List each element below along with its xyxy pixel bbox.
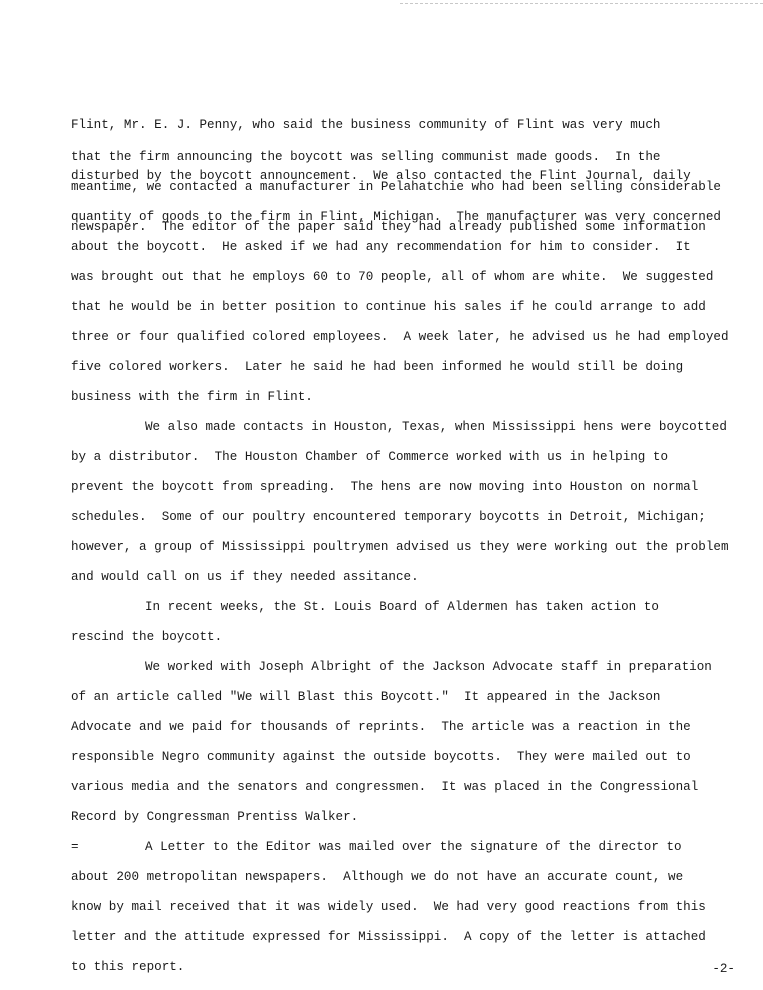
text-line: quantity of goods to the firm in Flint, Michigan. The manufacturer was very concerned <box>71 210 721 224</box>
text-line <box>71 832 751 862</box>
text-line: that he would be in better position to continue his sales if he could arrange to add <box>71 300 706 314</box>
text-line: about 200 metropolitan newspapers. Although we do not have an accurate count, we <box>71 870 684 884</box>
text-line: about the boycott. He asked if we had any recommendation for him to consider. It <box>71 240 691 254</box>
text-line: know by mail received that it was widely used. We had very good reactions from this <box>71 900 706 914</box>
text-line: three or four qualified colored employees. A week later, he advised us he had employed <box>71 330 729 344</box>
text-line: Flint, Mr. E. J. Penny, who said the business community of Flint was very much <box>71 118 661 132</box>
text-line: responsible Negro community against the outside boycotts. They were mailed out to <box>71 750 691 764</box>
stray-mark: = <box>71 840 79 854</box>
text-line: various media and the senators and congressmen. It was placed in the Congressional <box>71 780 699 794</box>
text-line: schedules. Some of our poultry encountered temporary boycotts in Detroit, Michigan; <box>71 510 706 524</box>
text-line: of an article called "We will Blast this Boycott." It appeared in the Jackson <box>71 690 661 704</box>
text-line: business with the firm in Flint. <box>71 390 313 404</box>
text-line: In recent weeks, the St. Louis Board of Aldermen has taken action to <box>145 600 659 614</box>
text-line: was brought out that he employs 60 to 70 people, all of whom are white. We suggested <box>71 270 714 284</box>
text-line: meantime, we contacted a manufacturer in Pelahatchie who had been selling considerable <box>71 180 721 194</box>
page-number: -2- <box>712 962 735 976</box>
text-line: five colored workers. Later he said he had been informed he would still be doing <box>71 360 684 374</box>
text-line: newspaper. The editor of the paper said they had already published some information <box>71 220 706 234</box>
text-line: disturbed by the boycott announcement. We also contacted the Flint Journal, daily <box>71 169 691 183</box>
text-line: by a distributor. The Houston Chamber of Commerce worked with us in helping to <box>71 450 669 464</box>
text-line: and would call on us if they needed assitance. <box>71 570 419 584</box>
text-line: Advocate and we paid for thousands of reprints. The article was a reaction in the <box>71 720 691 734</box>
text-line: however, a group of Mississippi poultrymen advised us they were working out the problem <box>71 540 729 554</box>
text-line: We also made contacts in Houston, Texas, when Mississippi hens were boycotted <box>145 420 727 434</box>
top-edge-dots <box>400 3 763 4</box>
text-line: prevent the boycott from spreading. The hens are now moving into Houston on normal <box>71 480 699 494</box>
text-line: letter and the attitude expressed for Mississippi. A copy of the letter is attached <box>71 930 706 944</box>
text-line: We worked with Joseph Albright of the Jackson Advocate staff in preparation <box>145 660 712 674</box>
text-line-content: A Letter to the Editor was mailed over the signature of the director to <box>145 840 682 854</box>
text-line: to this report. <box>71 960 185 974</box>
text-line: that the firm announcing the boycott was selling communist made goods. In the <box>71 150 661 164</box>
text-line: Record by Congressman Prentiss Walker. <box>71 810 359 824</box>
text-line: rescind the boycott. <box>71 630 223 644</box>
document-body <box>71 142 751 982</box>
